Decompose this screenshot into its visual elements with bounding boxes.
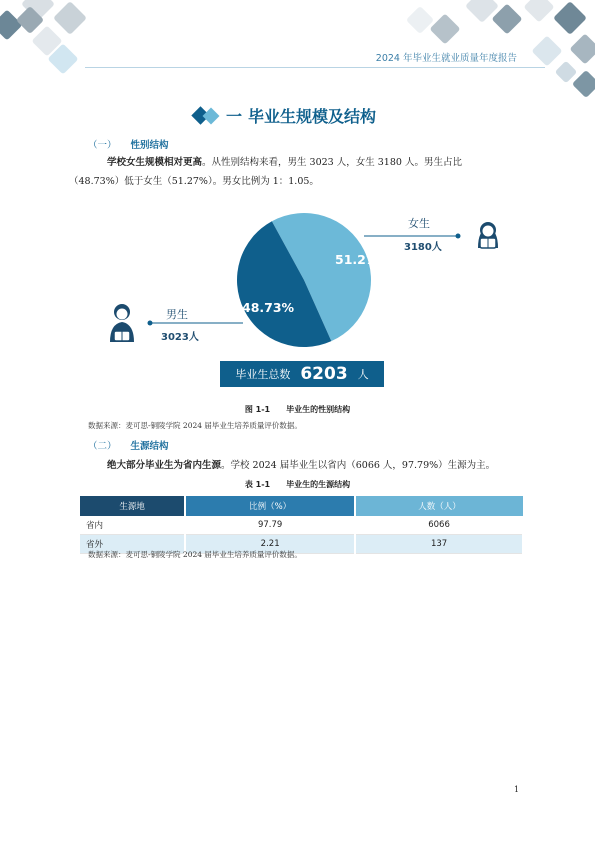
table-cell: 6066 [355,516,523,535]
gender-paragraph [69,153,518,191]
paragraph-text: 。从性别结构来看，男生 3023 人，女生 3180 人。男生占比 [202,157,462,168]
section-number: （一） [88,140,117,151]
table-cell: 97.79 [185,516,355,535]
figure-caption [0,404,595,415]
table-cell: 省内 [80,516,185,535]
report-header-title: 2024 年毕业生就业质量年度报告 [375,53,517,64]
column-header: 比例（%） [185,496,355,516]
table-source-note: 数据来源：麦可思-铜陵学院 2024 届毕业生培养质量评价数据。 [88,550,302,559]
section-title: 生源结构 [130,441,169,452]
paragraph-text-2: （48.73%）低于女生（51.27%）。男女比例为 1：1.05。 [69,176,319,187]
section-number: （二） [88,441,117,452]
pie-label-female: 51.27% [335,252,388,267]
paragraph-text: 。学校 2024 届毕业生以省内（6066 人，97.79%）生源为主。 [221,460,496,471]
origin-table [80,496,524,554]
diamond-icon [190,105,224,127]
table-cell: 137 [355,535,523,554]
total-graduates-banner [220,361,384,387]
chapter-title: 毕业生规模及结构 [248,107,377,126]
paragraph-lead: 绝大部分毕业生为省内生源 [107,460,222,471]
female-count-label: 3180人 [404,242,442,253]
page-number: 1 [514,785,520,794]
section-heading-gender [88,137,169,151]
figure-number: 图 1-1 [244,405,271,414]
male-count-label: 3023人 [161,332,199,343]
figure-title: 毕业生的性别结构 [286,405,351,414]
section-title: 性别结构 [130,140,169,151]
table-number: 表 1-1 [244,480,271,489]
total-label: 毕业生总数 [235,368,291,381]
pie-label-male: 48.73% [242,300,295,315]
table-cell: 省外 [80,535,185,554]
table-cell: 2.21 [185,535,355,554]
total-unit: 人 [357,368,369,381]
female-student-icon [478,222,498,248]
chapter-heading [190,104,376,127]
chapter-number: 一 [226,107,243,126]
section-heading-origin [88,438,169,452]
male-category-label: 男生 [166,308,188,321]
total-value: 6203 [300,364,348,384]
table-row [80,516,523,535]
column-header: 生源地 [80,496,185,516]
table-header-row [80,496,523,516]
table-title: 毕业生的生源结构 [286,480,351,489]
female-category-label: 女生 [408,217,430,230]
origin-paragraph [88,456,518,475]
figure-source-note: 数据来源：麦可思-铜陵学院 2024 届毕业生培养质量评价数据。 [88,421,302,430]
column-header: 人数（人） [355,496,523,516]
table-caption [0,479,595,490]
paragraph-lead: 学校女生规模相对更高 [107,157,203,168]
male-student-icon [110,304,134,342]
female-leader-dot [456,234,461,239]
header-divider [85,67,545,68]
